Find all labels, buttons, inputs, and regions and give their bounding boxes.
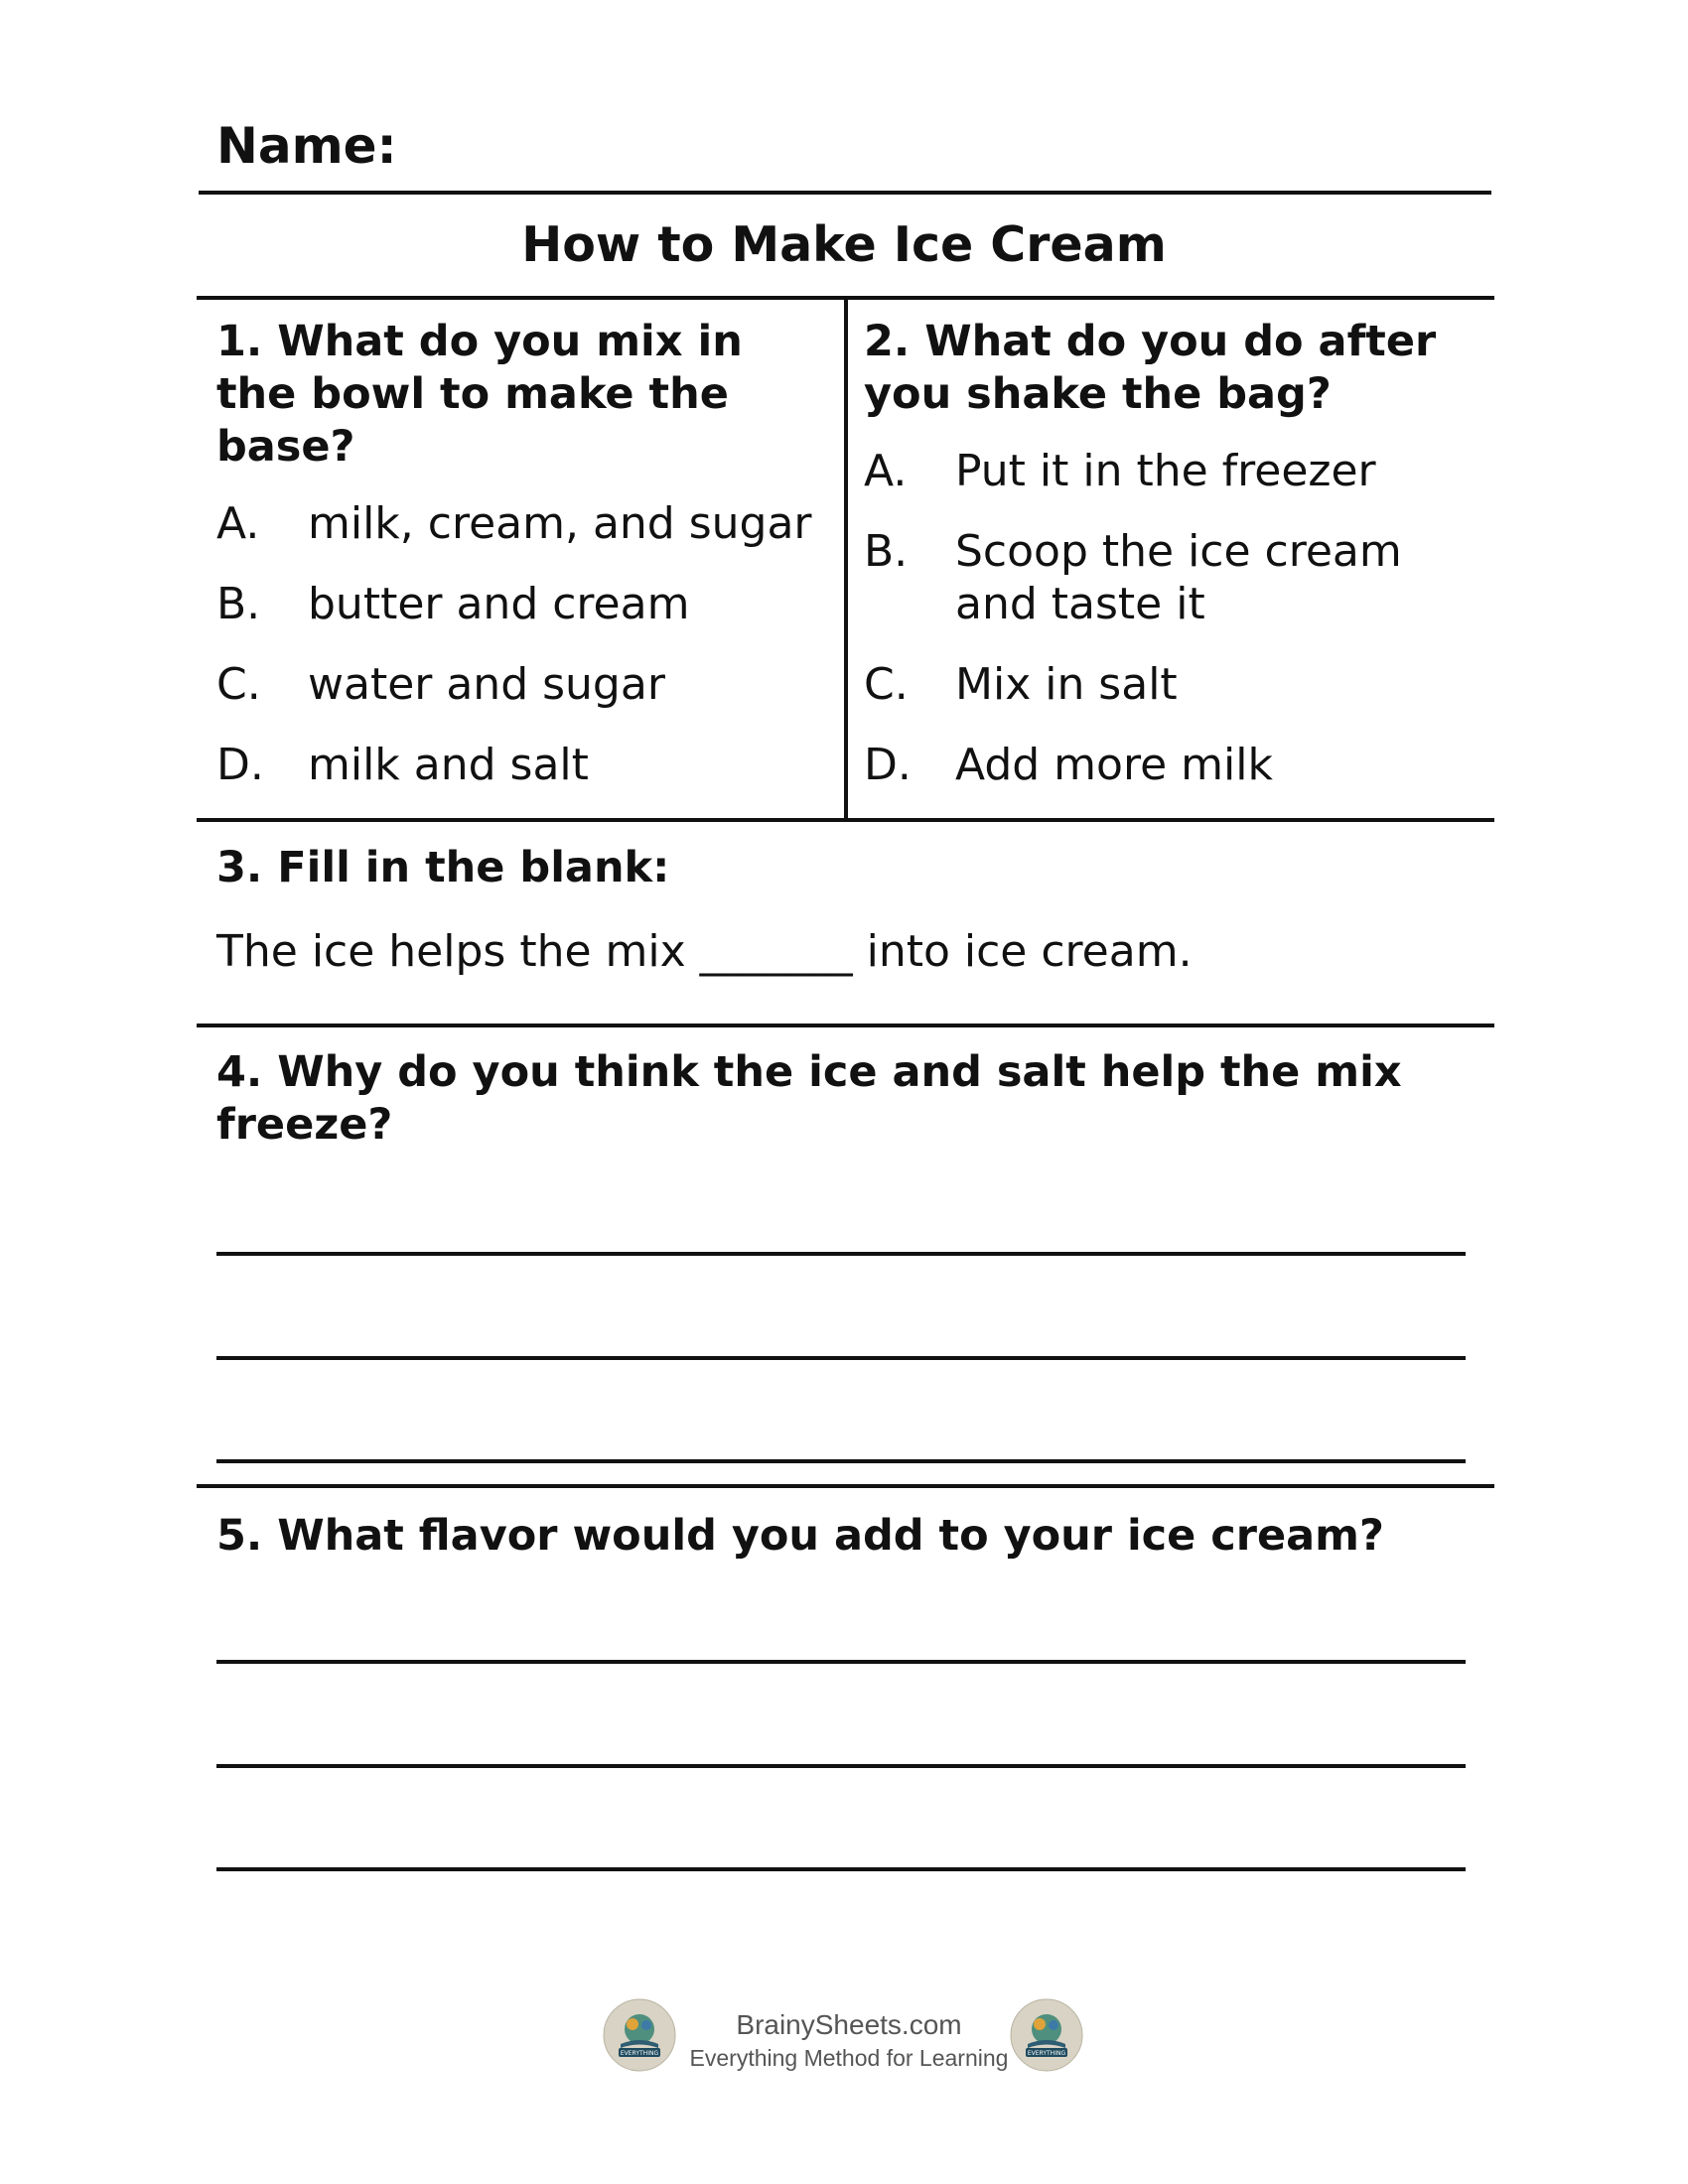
option-text: milk and salt — [308, 740, 589, 790]
option-text: water and sugar — [308, 659, 665, 710]
divider-vertical — [844, 298, 848, 820]
option-letter: B. — [864, 526, 909, 577]
question-1-text: 1. What do you mix in the bowl to make the base? — [216, 317, 743, 472]
fill-in-sentence — [216, 926, 1193, 977]
sentence-end: into ice cream. — [852, 926, 1193, 977]
option-letter: D. — [864, 740, 912, 790]
name-underline[interactable] — [199, 191, 1491, 195]
option-text: Put it in the freezer — [955, 446, 1376, 496]
q1-option-c[interactable] — [216, 658, 812, 711]
question-2-text: 2. What do you do after you shake the bag? — [864, 317, 1437, 419]
option-text: butter and cream — [308, 579, 690, 629]
question-5-text: 5. What flavor would you add to your ice cream? — [216, 1511, 1384, 1561]
option-text: Mix in salt — [955, 659, 1178, 710]
option-letter: C. — [864, 659, 909, 710]
answer-line[interactable] — [216, 1764, 1466, 1768]
q2-option-a[interactable] — [864, 445, 1479, 497]
option-text: Add more milk — [955, 740, 1273, 790]
footer-tagline: Everything Method for Learning — [689, 2045, 1009, 2071]
brand-logo-icon — [603, 1998, 676, 2072]
divider-q2 — [197, 818, 1494, 822]
option-letter: B. — [216, 579, 261, 629]
q1-option-d[interactable] — [216, 739, 812, 791]
sentence-start: The ice helps the mix — [216, 926, 700, 977]
fill-blank[interactable]: _______ — [699, 926, 853, 977]
question-2 — [864, 316, 1479, 791]
answer-line[interactable] — [216, 1459, 1466, 1463]
question-3-text: 3. Fill in the blank: — [216, 843, 670, 892]
question-4-text: 4. Why do you think the ice and salt help the mix freeze? — [216, 1047, 1402, 1150]
footer-site: BrainySheets.com — [736, 2009, 962, 2040]
option-text: milk, cream, and sugar — [308, 498, 812, 549]
svg-text:EVERYTHING: EVERYTHING — [1027, 2050, 1066, 2057]
option-letter: A. — [864, 446, 908, 496]
answer-line[interactable] — [216, 1660, 1466, 1664]
answer-line[interactable] — [216, 1356, 1466, 1360]
q2-option-d[interactable] — [864, 739, 1479, 791]
answer-line[interactable] — [216, 1867, 1466, 1871]
option-letter: C. — [216, 659, 261, 710]
option-letter: A. — [216, 498, 260, 549]
question-1 — [216, 316, 812, 791]
q2-option-b[interactable] — [864, 525, 1479, 630]
divider-q3 — [197, 1024, 1494, 1027]
brand-logo-icon — [1010, 1998, 1083, 2072]
option-text: Scoop the ice cream and taste it — [955, 526, 1402, 629]
q2-option-c[interactable] — [864, 658, 1479, 711]
divider-q4 — [197, 1484, 1494, 1488]
worksheet-title: How to Make Ice Cream — [521, 216, 1167, 273]
q1-option-a[interactable] — [216, 497, 812, 550]
option-letter: D. — [216, 740, 264, 790]
svg-text:EVERYTHING: EVERYTHING — [620, 2050, 659, 2057]
name-label: Name: — [216, 117, 397, 175]
answer-line[interactable] — [216, 1252, 1466, 1256]
q1-option-b[interactable] — [216, 578, 812, 630]
